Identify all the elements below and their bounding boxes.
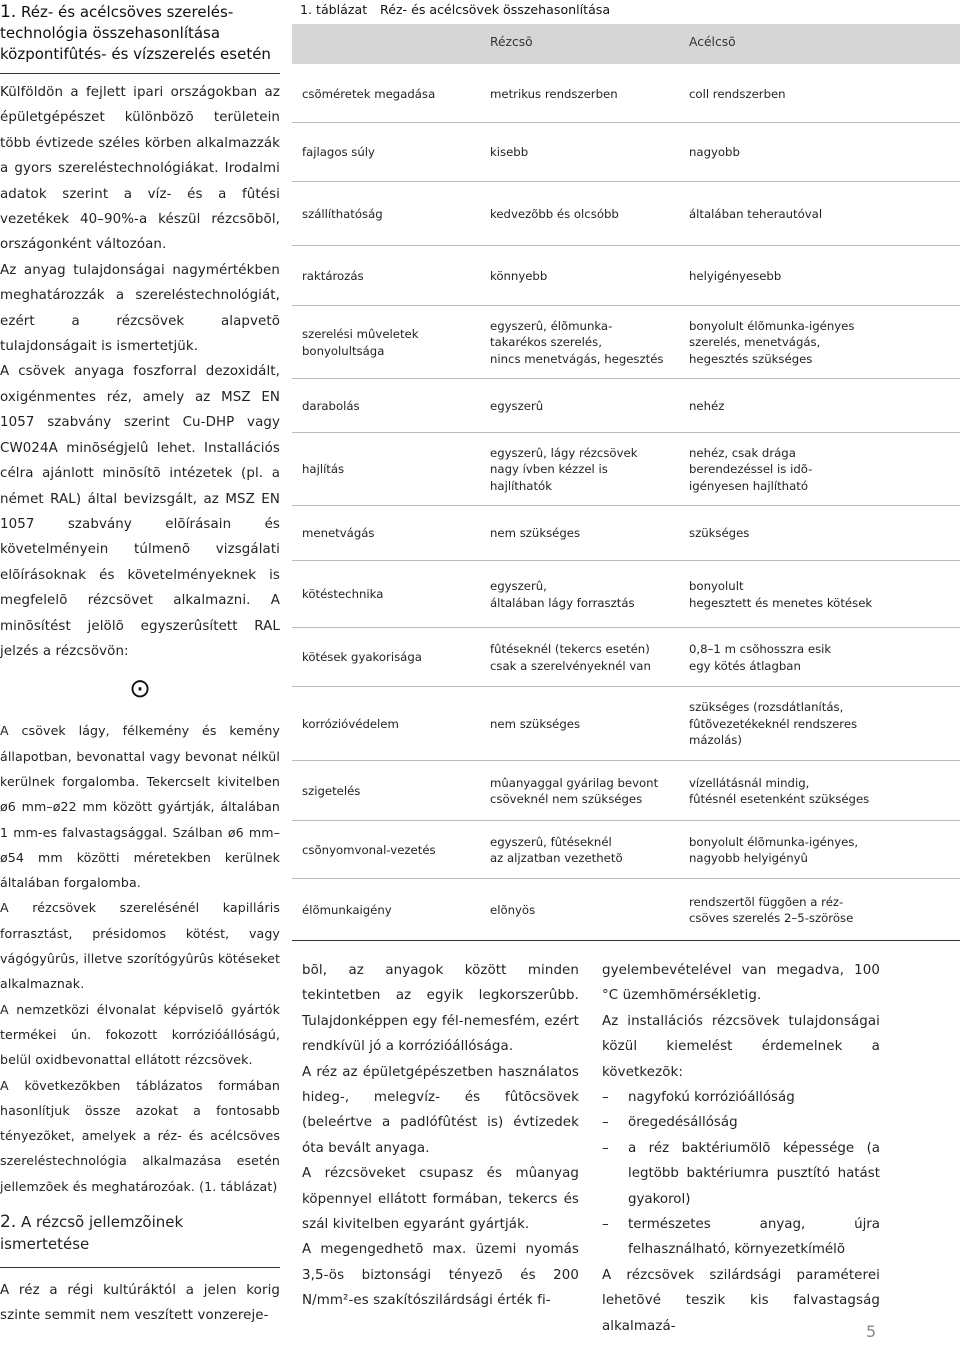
table-cell-property: csõnyomvonal-vezetés [302,842,436,857]
section-2-title-line2: ismertetése [0,1234,90,1253]
properties-list [602,1085,880,1263]
table-cell-steel: coll rendszerben [689,86,786,101]
table-bottom-rule [292,940,960,941]
list-item-text: a réz baktériumölõ képessége (a legtöbb baktériumra pusztító hatást gyakorol) [628,1140,880,1207]
paragraph-temperature: gyelembevételével van megadva, 100 °C üzemhõmérsékletig. [602,963,880,1004]
table-row [292,627,960,687]
paragraph-properties-intro: Az installációs rézcsövek tulajdonságai közül kiemelést érdemelnek a következõk: [602,1013,880,1080]
table-caption-text: Réz- és acélcsövek összehasonlítása [380,2,611,17]
table-cell-copper: könnyebb [490,268,548,283]
table-cell-copper: egyszerû, általában lágy forrasztás [490,579,635,610]
list-item-text: nagyfokú korrózióállóság [628,1090,795,1106]
page-number: 5 [866,1322,877,1341]
table-cell-property: fajlagos súly [302,145,375,160]
table-cell-copper: mûanyaggal gyárilag bevont csöveknél nem szükséges [490,775,659,806]
table-cell-steel: nehéz [689,398,725,413]
table-cell-property: élõmunkaigény [302,902,392,917]
table-cell-property: korrózióvédelem [302,716,399,731]
table-cell-copper: kisebb [490,145,529,160]
right-column [602,958,880,1339]
table-caption-label: 1. táblázat [300,2,368,17]
table-row [292,505,960,561]
section-1-title-line3: központifûtés- és vízszerelés esetén [0,45,271,63]
table-cell-property: szállíthatóság [302,206,383,221]
section-1-number: 1. [0,2,17,22]
section-1-heading [0,2,280,65]
section-2-number: 2. [0,1211,17,1232]
table-cell-steel: vízellátásnál mindig, fûtésnél esetenként szükséges [689,775,870,806]
list-item [602,1212,880,1263]
table-row [292,378,960,433]
section-1-title-line1: Réz- és acélcsöves szerelés- [21,3,234,21]
table-row [292,820,960,879]
table-cell-copper: egyszerû, élõmunka- takarékos szerelés, nincs menetvágás, hegesztés [490,318,664,366]
list-dash: – [602,1090,609,1106]
table-row [292,245,960,306]
table-cell-copper: nem szükséges [490,716,581,731]
table-header-steel: Acélcsõ [689,35,736,49]
table-cell-steel: 0,8–1 m csõhosszra esik egy kötés átlagban [689,642,832,673]
table-cell-copper: kedvezõbb és olcsóbb [490,206,619,221]
table-cell-copper: egyszerû, lágy rézcsövek nagy ívben kézzel is hajlíthatók [490,445,638,493]
paragraph-modern: bõl, az anyagok között minden tekintetben az egyik legkorszerûbb. Tulajdonképpen egy fél-nemesfém, ezért rendkívül jó a korrózióállósága. [302,963,579,1055]
table-cell-steel: rendszertõl függõen a réz- csöves szerelés 2–5-szöröse [689,894,854,925]
table-row [292,305,960,379]
table-cell-steel: bonyolult élõmunka-igényes, nagyobb helyigényû [689,834,859,865]
table-cell-copper: egyszerû [490,398,544,413]
paragraph-building: A réz az épületgépészetben használatos hideg-, melegvíz- és fûtõcsövek (beleértve a padlófûtést is) évtizedek óta bevált anyaga. [302,1064,579,1156]
paragraph-comparison: A következõkben táblázatos formában hasonlítjuk össze azokat a fontosabb tényezõket, amelyek a réz- és acélcsöves szereléstechnológia alkalmazása esetén jellemzõek és meghatározóak. (1. táblázat) [0,1077,280,1194]
table-cell-steel: bonyolult élõmunka-igényes szerelés, menetvágás, hegesztés szükséges [689,318,855,366]
middle-column [302,958,579,1314]
table-row [292,760,960,821]
list-item-text: természetes anyag, újra felhasználható, környezetkímélõ [628,1217,880,1258]
table-cell-property: csõméretek megadása [302,86,436,101]
section-1-divider [0,73,280,74]
paragraph-manufacturers: A nemzetközi élvonalat képviselõ gyártók termékei ún. fokozott korrózióállóságú, belül oxidbevonattal ellátott rézcsövek. [0,1001,280,1068]
table-cell-copper: egyszerû, fûtéseknél az aljzatban vezethetõ [490,834,623,865]
table-cell-steel: nehéz, csak drága berendezéssel is idõ- igényesen hajlítható [689,445,813,493]
table-cell-steel: bonyolult hegesztett és menetes kötések [689,579,873,610]
paragraph-strength: A rézcsövek szilárdsági paraméterei lehetõvé teszik kis falvastagság alkalmazá- [602,1267,880,1334]
section-2-divider [0,1267,280,1268]
table-cell-copper: nem szükséges [490,526,581,541]
table-row [292,560,960,628]
table-cell-property: raktározás [302,268,364,283]
list-item [602,1085,880,1110]
paragraph-intro: Külföldön a fejlett ipari országokban az épületgépészet különbözõ területein több évtizede széles körben alkalmazzák a gyors szereléstechnológiákat. Irodalmi adatok szerint a víz- és a fûtési vezetékek 40–90%-a készül rézcsõbõl, országonként változóan. [0,85,280,253]
section-2-heading [0,1211,280,1255]
list-dash: – [602,1217,609,1233]
table-cell-property: kötések gyakorisága [302,650,422,665]
table-cell-steel: általában teherautóval [689,206,823,221]
paragraph-states: A csövek lágy, félkemény és kemény állapotban, bevonattal vagy bevonat nélkül kerülnek forgalomba. Tekercselt kivitelben ø6 mm–ø22 mm között gyártják, általában 1 mm-es falvastagsággal. Szálban ø6 mm–ø54 mm közötti méretekben kerülnek általában forgalomba. [0,723,280,891]
table-row [292,66,960,122]
list-item-text: öregedésállóság [628,1115,738,1131]
table-cell-copper: elõnyös [490,902,536,917]
table-cell-property: szigetelés [302,783,361,798]
paragraph-pressure: A megengedhetõ max. üzemi nyomás 3,5-ös biztonsági tényezõ és 200 N/mm²-es szakítószilárdsági érték fi- [302,1242,579,1309]
table-cell-steel: helyigényesebb [689,268,782,283]
table-row [292,181,960,246]
list-dash: – [602,1140,609,1156]
paragraph-culture: A réz a régi kultúráktól a jelen korig szinte semmit nem veszített vonzereje- [0,1282,280,1324]
table-cell-property: menetvágás [302,526,375,541]
table-cell-property: kötéstechnika [302,587,384,602]
paragraph-properties: Az anyag tulajdonságai nagymértékben meghatározzák a szereléstechnológiát, ezért a rézcsövek alapvetõ tulajdonságait is ismertetjük. [0,262,280,355]
list-dash: – [602,1115,609,1131]
table-cell-property: hajlítás [302,462,345,477]
paragraph-material: A csövek anyaga foszforral dezoxidált, oxigénmentes réz, amely az MSZ EN 1057 szabvány szerint Cu-DHP vagy CW024A minõségjelû lehet. Installációs célra ajánlott minõsítõ intézetek (pl. a német RAL) által bevizsgált, az MSZ EN 1057 szabvány elõírásain és követelményein túlmenõ vizsgálati elõírásoknak és követelményeknek is megfelelõ rézcsövet alkalmazni. A minõsítést jelölõ egyszerûsített RAL jelzés a rézcsövön: [0,364,280,659]
table-cell-steel: nagyobb [689,145,740,160]
paragraph-production: A rézcsöveket csupasz és mûanyag köpennyel ellátott formában, tekercs és szál kivitelben egyaránt gyártják. [302,1166,579,1233]
list-item [602,1136,880,1212]
comparison-table-caption [292,0,960,20]
paragraph-joints: A rézcsövek szerelésénél kapilláris forrasztást, présidomos kötést, vagy vágógyûrûs, illetve szorítógyûrûs kötéseket alkalmaznak. [0,900,280,992]
table-cell-copper: fûtéseknél (tekercs esetén) csak a szerelvényeknél van [490,642,651,673]
table-cell-steel: szükséges [689,526,750,541]
table-header [292,24,960,64]
table-cell-property: szerelési mûveletek bonyolultsága [302,327,419,358]
table-cell-property: darabolás [302,398,360,413]
section-1-title-line2: technológia összehasonlítása [0,24,221,42]
table-cell-copper: metrikus rendszerben [490,86,618,101]
table-cell-steel: szükséges (rozsdátlanítás, fûtõvezetékeknél rendszeres mázolás) [689,700,858,748]
section-2-title-line1: A rézcsõ jellemzõinek [21,1212,184,1231]
left-column [0,0,280,1329]
ral-mark-icon: ⊙ [129,674,151,705]
table-row [292,122,960,182]
table-row [292,878,960,941]
table-row [292,686,960,761]
table-row [292,432,960,506]
table-header-copper: Rézcsõ [490,35,533,49]
list-item [602,1110,880,1135]
